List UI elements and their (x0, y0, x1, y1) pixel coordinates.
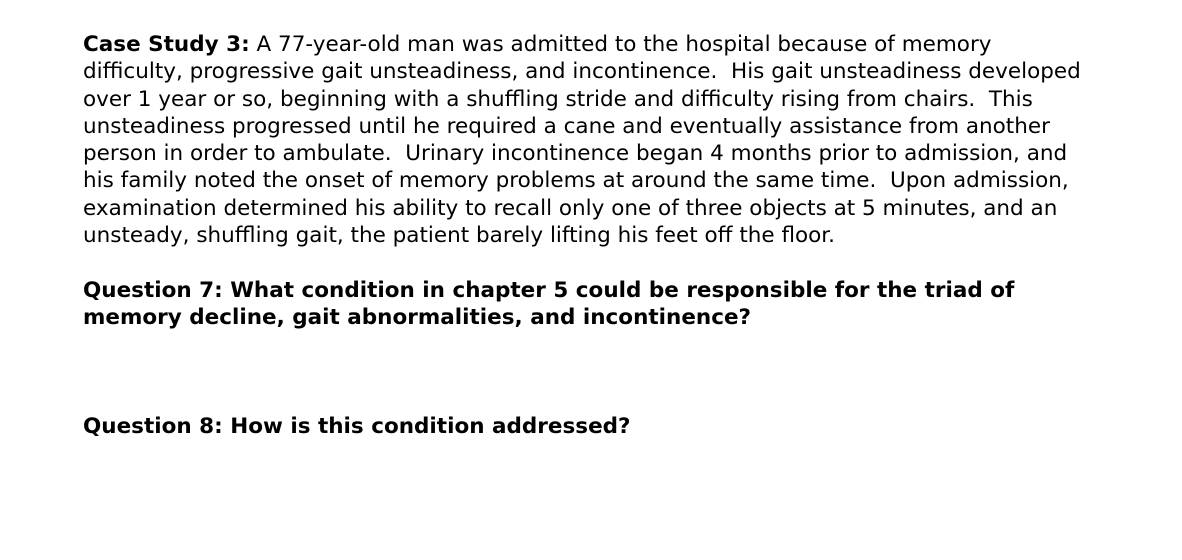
case-study-text: A 77-year-old man was admitted to the hospital because of memory difficulty, progressive gait unsteadiness, and incontinence. His gait unsteadiness developed over 1 year or so, beginning with a shuffling stride and difficulty rising from chairs. This unsteadiness progressed until he required a cane and eventually assistance from another person in order to ambulate. Urinary incontinence began 4 months prior to admission, and his family noted the onset of memory problems at around the same time. Upon admission, examination determined his ability to recall only one of three objects at 5 minutes, and an unsteady, shuffling gait, the patient barely lifting his feet off the floor. (83, 32, 1088, 249)
case-study-paragraph (83, 31, 1093, 249)
question-8: Question 8: How is this condition addressed? (83, 414, 631, 440)
question-7: Question 7: What condition in chapter 5 could be responsible for the triad of memory decline, gait abnormalities, and incontinence? (83, 277, 1022, 330)
document-page (83, 31, 1093, 440)
case-study-label: Case Study 3: (83, 32, 250, 57)
